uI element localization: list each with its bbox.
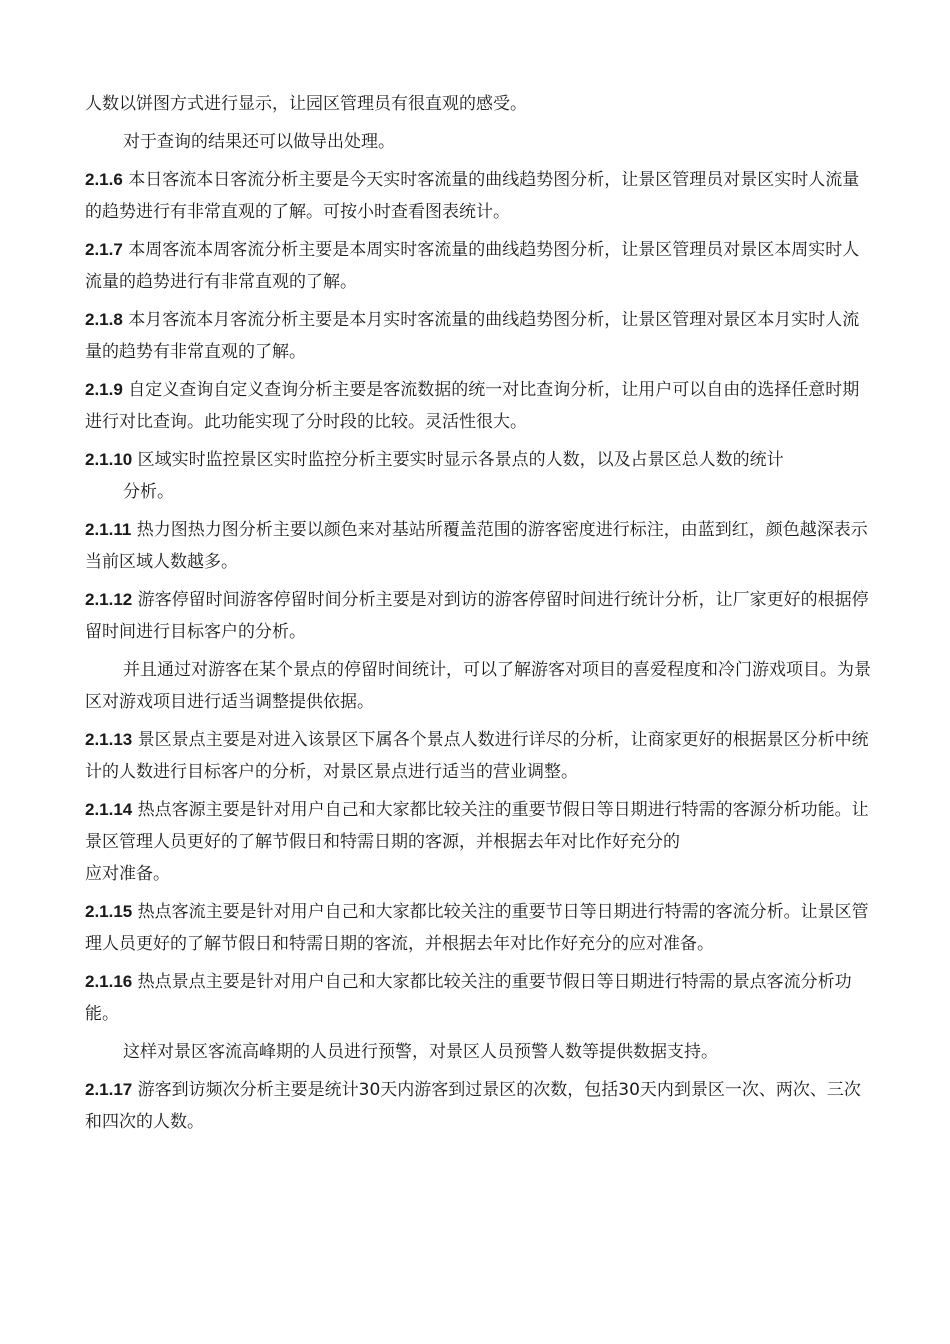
section-2-1-16 [85,966,875,1030]
section-text: 本月客流本月客流分析主要是本月实时客流量的曲线趋势图分析，让景区管理对景区本月实时人流量的趋势有非常直观的了解。 [85,310,860,362]
section-text: 区域实时监控景区实时监控分析主要实时显示各景点的人数，以及占景区总人数的统计 [137,450,784,470]
paragraph-text: 并且通过对游客在某个景点的停留时间统计，可以了解游客对项目的喜爱程度和冷门游戏项目。为景区对游戏项目进行适当调整提供依据。 [85,660,871,712]
section-2-1-6 [85,164,875,228]
section-2-1-13 [85,724,875,788]
section-2-1-12 [85,584,875,648]
section-number: 2.1.7 [85,240,123,259]
section-number: 2.1.16 [85,972,133,991]
section-2-1-10 [85,444,875,476]
section-number: 2.1.6 [85,170,123,189]
section-2-1-10-continuation [85,476,875,508]
paragraph-text: 对于查询的结果还可以做导出处理。 [123,132,395,152]
section-2-1-15 [85,896,875,960]
paragraph-text: 人数以饼图方式进行显示，让园区管理员有很直观的感受。 [85,94,527,114]
section-number: 2.1.14 [85,800,133,819]
paragraph-dwell-time [85,654,875,718]
paragraph-intro [85,88,875,120]
section-2-1-7 [85,234,875,298]
section-text: 自定义查询自定义查询分析主要是客流数据的统一对比查询分析，让用户可以自由的选择任意时期进行对比查询。此功能实现了分时段的比较。灵活性很大。 [85,380,860,432]
section-text: 景区景点主要是对进入该景区下属各个景点人数进行详尽的分析，让商家更好的根据景区分析中统计的人数进行目标客户的分析，对景区景点进行适当的营业调整。 [85,730,869,782]
section-text: 游客停留时间游客停留时间分析主要是对到访的游客停留时间进行统计分析，让厂家更好的根据停留时间进行目标客户的分析。 [85,590,869,642]
section-text: 热力图热力图分析主要以颜色来对基站所覆盖范围的游客密度进行标注，由蓝到红，颜色越深表示当前区域人数越多。 [85,520,868,572]
section-number: 2.1.10 [85,450,133,469]
document-body [85,88,875,1144]
section-2-1-11 [85,514,875,578]
paragraph-export [85,126,875,158]
section-2-1-14-continuation [85,858,875,890]
section-2-1-17 [85,1074,875,1138]
paragraph-text: 这样对景区客流高峰期的人员进行预警，对景区人员预警人数等提供数据支持。 [123,1042,718,1062]
section-text-continuation: 分析。 [123,482,174,502]
section-2-1-14 [85,794,875,858]
section-2-1-9 [85,374,875,438]
section-number: 2.1.9 [85,380,123,399]
section-number: 2.1.15 [85,902,133,921]
section-number: 2.1.13 [85,730,133,749]
section-number: 2.1.12 [85,590,133,609]
section-text: 本周客流本周客流分析主要是本周实时客流量的曲线趋势图分析，让景区管理员对景区本周实时人流量的趋势进行有非常直观的了解。 [85,240,860,292]
section-text: 热点景点主要是针对用户自己和大家都比较关注的重要节假日等日期进行特需的景点客流分析功能。 [85,972,852,1024]
section-number: 2.1.11 [85,520,132,539]
section-text: 热点客源主要是针对用户自己和大家都比较关注的重要节假日等日期进行特需的客源分析功能。让景区管理人员更好的了解节假日和特需日期的客源，并根据去年对比作好充分的 [85,800,869,852]
section-text: 游客到访频次分析主要是统计30天内游客到过景区的次数，包括30天内到景区一次、两次、三次和四次的人数。 [85,1080,861,1132]
section-text: 热点客流主要是针对用户自己和大家都比较关注的重要节日等日期进行特需的客流分析。让景区管理人员更好的了解节假日和特需日期的客流，并根据去年对比作好充分的应对准备。 [85,902,869,954]
section-text: 本日客流本日客流分析主要是今天实时客流量的曲线趋势图分析，让景区管理员对景区实时人流量的趋势进行有非常直观的了解。可按小时查看图表统计。 [85,170,860,222]
section-number: 2.1.8 [85,310,123,329]
section-2-1-8 [85,304,875,368]
section-number: 2.1.17 [85,1080,133,1099]
section-text-continuation: 应对准备。 [85,864,170,884]
paragraph-warning [85,1036,875,1068]
